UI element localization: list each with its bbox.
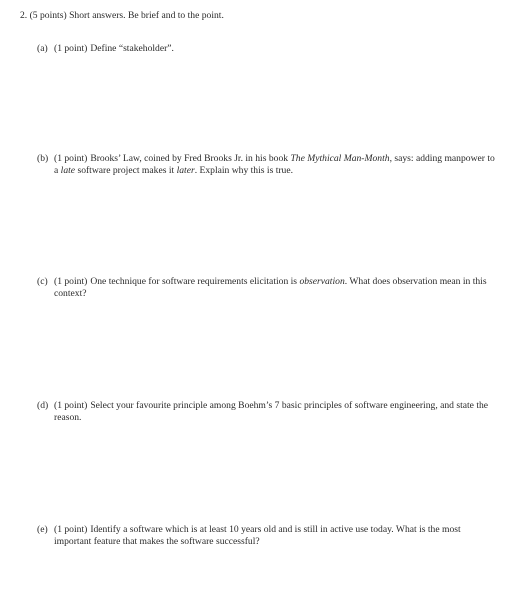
part-b-body-4: . Explain why this is true.	[194, 165, 294, 176]
part-b-points: (1 point)	[54, 153, 88, 164]
part-b-body-1: Brooks’ Law, coined by Fred Brooks Jr. in his book	[90, 153, 291, 164]
part-e-text	[54, 524, 497, 548]
question-points: (5 points)	[29, 10, 67, 21]
part-d-text	[54, 400, 497, 424]
part-e-body: Identify a software which is at least 10 years old and is still in active use today. What is the most important feature that makes the software successful?	[54, 524, 461, 547]
part-b-text	[54, 153, 497, 177]
question-instruction: Short answers. Be brief and to the point.	[69, 10, 224, 21]
part-a-points: (1 point)	[54, 43, 88, 54]
part-c	[37, 276, 497, 300]
part-d	[37, 400, 497, 424]
part-a-label: (a)	[37, 43, 48, 54]
part-e	[37, 524, 497, 548]
question-heading	[20, 10, 224, 22]
part-c-emphasis-observation: observation	[299, 276, 345, 287]
part-d-body: Select your favourite principle among Boehm’s 7 basic principles of software engineering, and state the reason.	[54, 400, 489, 423]
part-a	[37, 43, 497, 55]
part-e-label: (e)	[37, 524, 48, 535]
part-a-text	[54, 43, 497, 55]
part-b-body-2: , says: adding manpower to a	[54, 153, 495, 176]
part-e-points: (1 point)	[54, 524, 88, 535]
part-c-label: (c)	[37, 276, 48, 287]
part-b	[37, 153, 497, 177]
part-d-label: (d)	[37, 400, 49, 411]
part-c-points: (1 point)	[54, 276, 88, 287]
part-d-points: (1 point)	[54, 400, 88, 411]
part-c-body-1: One technique for software requirements elicitation is	[90, 276, 300, 287]
part-b-label: (b)	[37, 153, 49, 164]
part-a-body: Define “stakeholder”.	[90, 43, 174, 54]
part-b-book-title: The Mythical Man-Month	[290, 153, 390, 164]
part-c-text	[54, 276, 497, 300]
part-b-emphasis-late: late	[60, 165, 76, 176]
part-b-emphasis-later: later	[176, 165, 195, 176]
part-b-body-3: software project makes it	[75, 165, 177, 176]
part-c-body-2: . What does observation mean in this context?	[54, 276, 487, 299]
question-number: 2.	[20, 10, 28, 21]
